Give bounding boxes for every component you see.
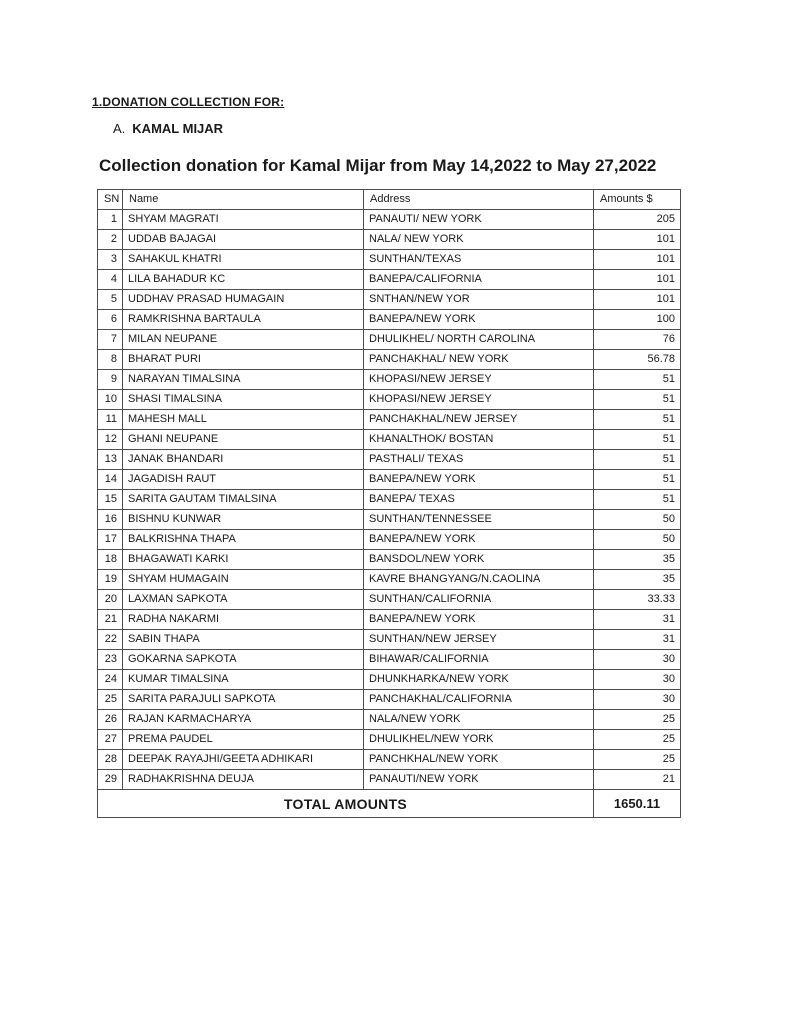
row-sn: 1 [98,210,123,230]
row-address: BANEPA/NEW YORK [364,610,594,630]
row-name: RADHAKRISHNA DEUJA [123,770,364,790]
row-name: MILAN NEUPANE [123,330,364,350]
row-name: RAMKRISHNA BARTAULA [123,310,364,330]
donation-table-body [98,210,681,790]
table-row [98,670,681,690]
row-name: RAJAN KARMACHARYA [123,710,364,730]
row-sn: 23 [98,650,123,670]
column-header-name: Name [123,190,364,210]
row-sn: 22 [98,630,123,650]
row-amount: 30 [594,670,681,690]
table-row [98,710,681,730]
table-row [98,490,681,510]
row-name: UDDAB BAJAGAI [123,230,364,250]
row-sn: 21 [98,610,123,630]
table-row [98,690,681,710]
table-row [98,330,681,350]
table-row [98,310,681,330]
list-item-marker: A. [113,121,126,136]
row-name: KUMAR TIMALSINA [123,670,364,690]
row-address: SUNTHAN/CALIFORNIA [364,590,594,610]
row-sn: 10 [98,390,123,410]
table-row [98,630,681,650]
row-address: BANEPA/CALIFORNIA [364,270,594,290]
row-sn: 6 [98,310,123,330]
row-name: SARITA PARAJULI SAPKOTA [123,690,364,710]
row-name: NARAYAN TIMALSINA [123,370,364,390]
donation-table [97,189,681,818]
table-row [98,270,681,290]
row-amount: 205 [594,210,681,230]
row-address: DHULIKHEL/NEW YORK [364,730,594,750]
total-amount: 1650.11 [594,790,681,818]
row-name: SABIN THAPA [123,630,364,650]
row-name: SAHAKUL KHATRI [123,250,364,270]
row-name: PREMA PAUDEL [123,730,364,750]
row-address: KHANALTHOK/ BOSTAN [364,430,594,450]
row-sn: 9 [98,370,123,390]
row-address: BIHAWAR/CALIFORNIA [364,650,594,670]
table-row [98,770,681,790]
row-sn: 2 [98,230,123,250]
row-amount: 51 [594,370,681,390]
table-row [98,430,681,450]
table-row [98,570,681,590]
row-name: SARITA GAUTAM TIMALSINA [123,490,364,510]
row-name: LAXMAN SAPKOTA [123,590,364,610]
row-sn: 25 [98,690,123,710]
row-sn: 14 [98,470,123,490]
row-amount: 76 [594,330,681,350]
row-amount: 51 [594,390,681,410]
row-sn: 8 [98,350,123,370]
table-header-row [98,190,681,210]
table-row [98,210,681,230]
row-address: PANAUTI/ NEW YORK [364,210,594,230]
table-row [98,350,681,370]
row-amount: 30 [594,690,681,710]
column-header-address: Address [364,190,594,210]
row-sn: 12 [98,430,123,450]
row-sn: 17 [98,530,123,550]
row-address: PANAUTI/NEW YORK [364,770,594,790]
row-address: NALA/ NEW YORK [364,230,594,250]
row-amount: 50 [594,530,681,550]
section-heading: 1.DONATION COLLECTION FOR: [92,95,285,109]
row-name: BISHNU KUNWAR [123,510,364,530]
row-sn: 19 [98,570,123,590]
row-name: GHANI NEUPANE [123,430,364,450]
row-address: BANEPA/NEW YORK [364,310,594,330]
row-sn: 28 [98,750,123,770]
row-name: DEEPAK RAYAJHI/GEETA ADHIKARI [123,750,364,770]
row-address: PANCHAKHAL/CALIFORNIA [364,690,594,710]
table-row [98,750,681,770]
row-amount: 101 [594,270,681,290]
row-amount: 25 [594,730,681,750]
row-address: SUNTHAN/TEXAS [364,250,594,270]
row-name: UDDHAV PRASAD HUMAGAIN [123,290,364,310]
row-sn: 27 [98,730,123,750]
row-name: SHYAM MAGRATI [123,210,364,230]
row-sn: 3 [98,250,123,270]
row-sn: 20 [98,590,123,610]
row-amount: 35 [594,570,681,590]
row-amount: 25 [594,710,681,730]
total-label: TOTAL AMOUNTS [98,790,594,818]
row-address: KHOPASI/NEW JERSEY [364,390,594,410]
row-address: SUNTHAN/NEW JERSEY [364,630,594,650]
row-name: SHASI TIMALSINA [123,390,364,410]
table-row [98,450,681,470]
row-sn: 26 [98,710,123,730]
row-address: DHULIKHEL/ NORTH CAROLINA [364,330,594,350]
row-name: SHYAM HUMAGAIN [123,570,364,590]
row-amount: 101 [594,230,681,250]
row-amount: 100 [594,310,681,330]
row-name: BALKRISHNA THAPA [123,530,364,550]
row-address: PANCHAKHAL/ NEW YORK [364,350,594,370]
row-address: DHUNKHARKA/NEW YORK [364,670,594,690]
row-amount: 51 [594,450,681,470]
row-name: JAGADISH RAUT [123,470,364,490]
row-sn: 15 [98,490,123,510]
row-name: MAHESH MALL [123,410,364,430]
row-amount: 51 [594,430,681,450]
row-name: GOKARNA SAPKOTA [123,650,364,670]
row-amount: 31 [594,630,681,650]
row-sn: 13 [98,450,123,470]
row-address: NALA/NEW YORK [364,710,594,730]
table-row [98,230,681,250]
row-name: BHARAT PURI [123,350,364,370]
row-name: LILA BAHADUR KC [123,270,364,290]
row-amount: 51 [594,410,681,430]
row-sn: 5 [98,290,123,310]
row-address: BANEPA/NEW YORK [364,470,594,490]
row-amount: 51 [594,470,681,490]
row-amount: 21 [594,770,681,790]
table-row [98,590,681,610]
table-row [98,290,681,310]
row-amount: 51 [594,490,681,510]
row-sn: 7 [98,330,123,350]
table-row [98,370,681,390]
table-row [98,730,681,750]
row-sn: 4 [98,270,123,290]
row-amount: 33.33 [594,590,681,610]
table-row [98,550,681,570]
table-row [98,610,681,630]
row-address: BANEPA/ TEXAS [364,490,594,510]
row-address: KAVRE BHANGYANG/N.CAOLINA [364,570,594,590]
row-address: PANCHAKHAL/NEW JERSEY [364,410,594,430]
row-sn: 16 [98,510,123,530]
row-amount: 56.78 [594,350,681,370]
row-amount: 50 [594,510,681,530]
table-title: Collection donation for Kamal Mijar from May 14,2022 to May 27,2022 [99,156,657,175]
row-address: SNTHAN/NEW YOR [364,290,594,310]
row-address: PANCHKHAL/NEW YORK [364,750,594,770]
row-amount: 31 [594,610,681,630]
row-address: PASTHALI/ TEXAS [364,450,594,470]
row-sn: 29 [98,770,123,790]
row-amount: 101 [594,290,681,310]
row-sn: 24 [98,670,123,690]
table-row [98,470,681,490]
row-address: BANSDOL/NEW YORK [364,550,594,570]
row-name: RADHA NAKARMI [123,610,364,630]
row-name: JANAK BHANDARI [123,450,364,470]
column-header-sn: SN [98,190,123,210]
row-address: BANEPA/NEW YORK [364,530,594,550]
table-row [98,390,681,410]
row-name: BHAGAWATI KARKI [123,550,364,570]
table-row [98,530,681,550]
table-row [98,250,681,270]
column-header-amounts: Amounts $ [594,190,681,210]
row-amount: 101 [594,250,681,270]
table-row [98,410,681,430]
row-sn: 11 [98,410,123,430]
table-row [98,650,681,670]
row-address: SUNTHAN/TENNESSEE [364,510,594,530]
row-address: KHOPASI/NEW JERSEY [364,370,594,390]
row-amount: 30 [594,650,681,670]
row-amount: 35 [594,550,681,570]
table-row [98,510,681,530]
total-row [98,790,681,818]
row-amount: 25 [594,750,681,770]
person-name: KAMAL MIJAR [132,121,224,136]
list-item-a [113,121,223,136]
row-sn: 18 [98,550,123,570]
